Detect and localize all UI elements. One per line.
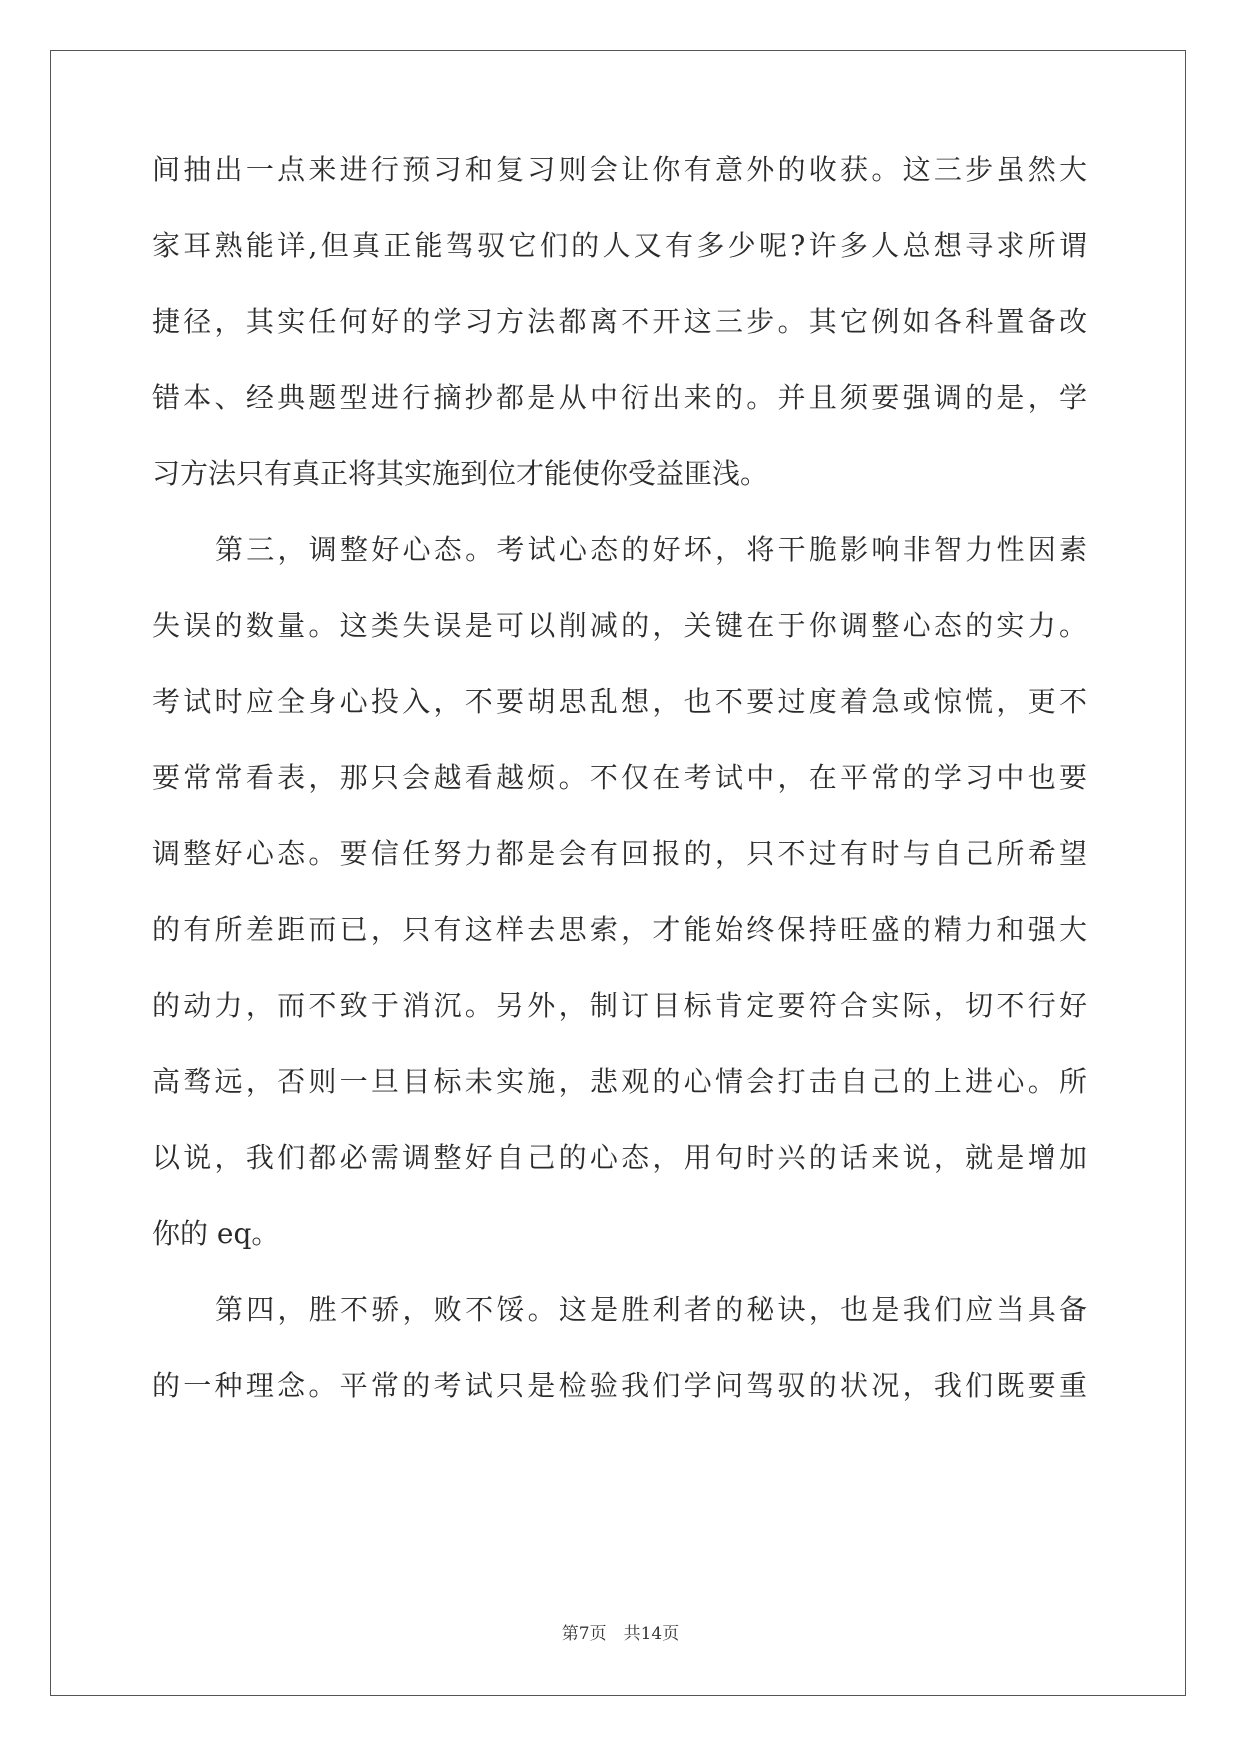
text-line: 你的 eq。 xyxy=(152,1217,280,1250)
text-line: 高骛远，否则一旦目标未实施，悲观的心情会打击自己的上进心。所 xyxy=(152,1065,1087,1098)
text-line: 要常常看表，那只会越看越烦。不仅在考试中，在平常的学习中也要 xyxy=(152,761,1087,794)
text-line: 家耳熟能详,但真正能驾驭它们的人又有多少呢?许多人总想寻求所谓 xyxy=(152,229,1087,262)
text-line: 失误的数量。这类失误是可以削减的，关键在于你调整心态的实力。 xyxy=(152,609,1087,642)
text-line: 捷径，其实任何好的学习方法都离不开这三步。其它例如各科置备改 xyxy=(152,305,1087,338)
text-line: 错本、经典题型进行摘抄都是从中衍出来的。并且须要强调的是，学 xyxy=(152,381,1087,414)
text-line: 调整好心态。要信任努力都是会有回报的，只不过有时与自己所希望 xyxy=(152,837,1087,870)
text-line: 的动力，而不致于消沉。另外，制订目标肯定要符合实际，切不行好 xyxy=(152,989,1087,1022)
text-line: 习方法只有真正将其实施到位才能使你受益匪浅。 xyxy=(152,457,769,490)
paragraph-start-line: 第四，胜不骄，败不馁。这是胜利者的秘诀，也是我们应当具备 xyxy=(215,1293,1087,1326)
text-line: 以说，我们都必需调整好自己的心态，用句时兴的话来说，就是增加 xyxy=(152,1141,1087,1174)
text-line: 的有所差距而已，只有这样去思索，才能始终保持旺盛的精力和强大 xyxy=(152,913,1087,946)
text-line: 间抽出一点来进行预习和复习则会让你有意外的收获。这三步虽然大 xyxy=(152,153,1087,186)
text-line: 的一种理念。平常的考试只是检验我们学问驾驭的状况，我们既要重 xyxy=(152,1369,1087,1402)
page-number-footer: 第7页 共14页 xyxy=(561,1624,680,1644)
paragraph-start-line: 第三，调整好心态。考试心态的好坏，将干脆影响非智力性因素 xyxy=(215,533,1087,566)
text-line: 考试时应全身心投入，不要胡思乱想，也不要过度着急或惊慌，更不 xyxy=(152,685,1087,718)
